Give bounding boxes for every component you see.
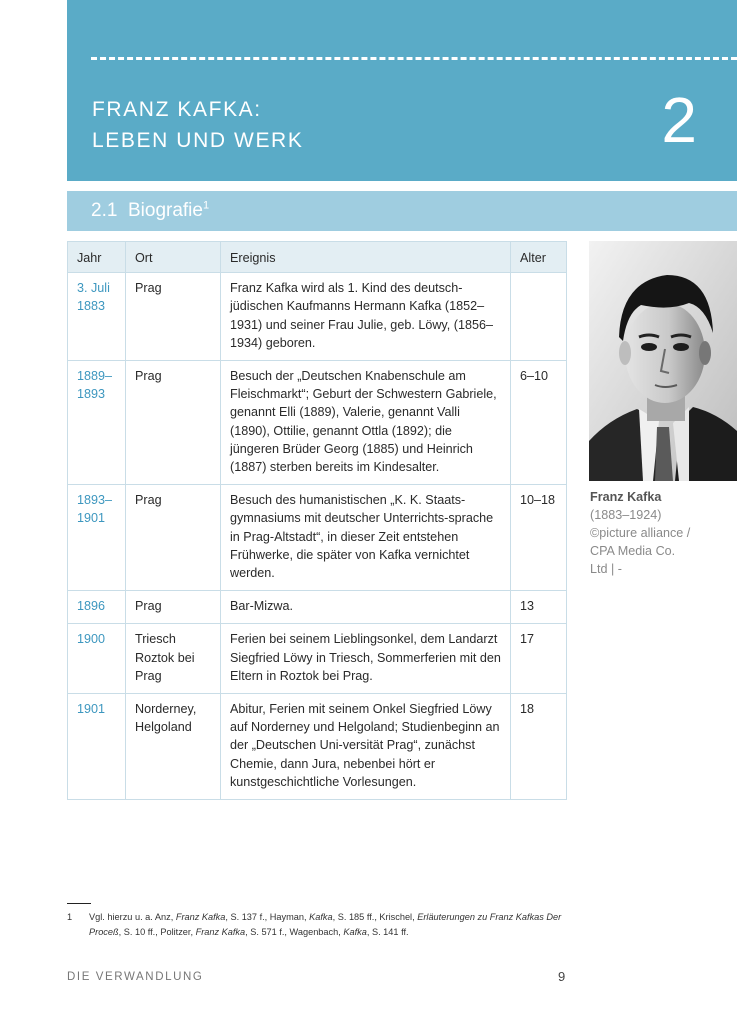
footnote-segment: , S. 10 ff., Politzer, [118,927,196,937]
year-line: 1889– [77,369,113,384]
footnote-ref: 1 [202,199,210,212]
section-title [91,199,209,223]
page-number: 9 [558,969,566,984]
cell-event: Besuch des humanistischen „K. K. Staats-gymnasiums mit deutscher Unterrichts-sprache in Prag-Altstadt“, in dieser Zeit entstehen Frühwerke, die später von Kafka vernichtet werden. [221,485,511,591]
footnote-work-title: Erläuterungen zu Franz Kafkas Der Proceß [89,912,562,937]
year-line: 1901 [77,511,106,526]
place-line: Prag [135,599,162,614]
table-row [68,591,567,624]
kafka-portrait-photo [589,241,737,481]
place-line: Prag [135,281,162,296]
year-line: 1893 [77,387,106,402]
cell-event: Ferien bei seinem Lieblingsonkel, dem Landarzt Siegfried Löwy in Triesch, Sommerferien mit den Eltern in Roztok bei Prag. [221,624,511,694]
cell-year [68,694,126,800]
portrait-image [589,241,737,481]
section-number: 2.1 [91,200,118,221]
table-row [68,624,567,694]
year-line: 1900 [77,632,106,647]
biography-table [67,241,567,800]
chapter-header-band [67,0,737,181]
chapter-title-line2: LEBEN UND WERK [92,129,304,152]
column-header-year: Jahr [68,242,126,273]
cell-age: 18 [511,694,567,800]
year-line: 1901 [77,702,106,717]
cell-age [511,273,567,361]
footnote-text [89,910,567,940]
place-line: Prag [135,493,162,508]
photo-caption [590,488,730,578]
footnote [67,910,567,940]
footnote-work-title: Kafka [309,912,333,922]
cell-year [68,591,126,624]
footnote-segment: , S. 185 ff., Krischel, [332,912,418,922]
cell-event: Bar-Mizwa. [221,591,511,624]
cell-place [126,591,221,624]
cell-year [68,485,126,591]
caption-name: Franz Kafka [590,490,662,504]
chapter-title-line1: FRANZ KAFKA: [92,98,262,121]
cell-event: Franz Kafka wird als 1. Kind des deutsch-jüdischen Kaufmanns Hermann Kafka (1852–1931) und seiner Frau Julie, geb. Löwy, (1856–1934) geboren. [221,273,511,361]
footnote-segment: Vgl. hierzu u. a. Anz, [89,912,176,922]
place-line: Norderney, [135,702,197,717]
cell-place [126,361,221,485]
cell-event: Besuch der „Deutschen Knabenschule am Fleischmarkt“; Geburt der Schwestern Gabriele, genannt Elli (1889), Valerie, genannt Valli (1890), Ottilie, genannt Ottla (1892); die jüngeren Brüder Georg (1885) und Heinrich (1887) sterben bereits im Kindesalter. [221,361,511,485]
footnote-work-title: Franz Kafka [175,912,226,922]
cell-place [126,485,221,591]
cell-place [126,624,221,694]
section-name: Biografie [127,200,203,221]
caption-credit-3: Ltd | - [590,562,622,576]
column-header-place: Ort [126,242,221,273]
cell-year [68,273,126,361]
footnote-segment: , S. 137 f., Hayman, [225,912,310,922]
footnote-rule [67,903,91,904]
footnote-work-title: Kafka [343,927,367,937]
cell-age: 6–10 [511,361,567,485]
year-line: 3. Juli [77,281,110,296]
cell-place [126,273,221,361]
footer-book-title: DIE VERWANDLUNG [67,971,204,983]
column-header-age: Alter [511,242,567,273]
table-header-row [68,242,567,273]
table-row [68,273,567,361]
place-line: Triesch [135,632,176,647]
place-line: Helgoland [135,720,192,735]
cell-age: 10–18 [511,485,567,591]
cell-age: 17 [511,624,567,694]
caption-credit-1: ©picture alliance / [590,526,691,540]
section-header-band [67,191,737,231]
column-header-event: Ereignis [221,242,511,273]
cell-event: Abitur, Ferien mit seinem Onkel Siegfried Löwy auf Norderney und Helgoland; Studienbeginn an der „Deutschen Uni-versität Prag“, zunächst Chemie, dann Jura, nebenbei hört er kunstgeschichtliche Vorlesungen. [221,694,511,800]
year-line: 1893– [77,493,113,508]
footnote-work-title: Franz Kafka [195,927,246,937]
chapter-title [92,94,303,156]
place-line: Prag [135,369,162,384]
footnote-segment: , S. 571 f., Wagenbach, [245,927,344,937]
footnote-number: 1 [67,912,73,922]
table-row [68,485,567,591]
place-line: Roztok bei [135,650,195,665]
caption-credit-2: CPA Media Co. [590,544,676,558]
table-row [68,694,567,800]
table-row [68,361,567,485]
chapter-number: 2 [661,84,697,156]
cell-year [68,624,126,694]
footnote-segment: , S. 141 ff. [366,927,409,937]
cell-age: 13 [511,591,567,624]
caption-dates: (1883–1924) [590,508,662,522]
year-line: 1896 [77,599,106,614]
cell-place [126,694,221,800]
cell-year [68,361,126,485]
place-line: Prag [135,668,162,683]
dashed-divider [91,57,737,60]
year-line: 1883 [77,299,106,314]
